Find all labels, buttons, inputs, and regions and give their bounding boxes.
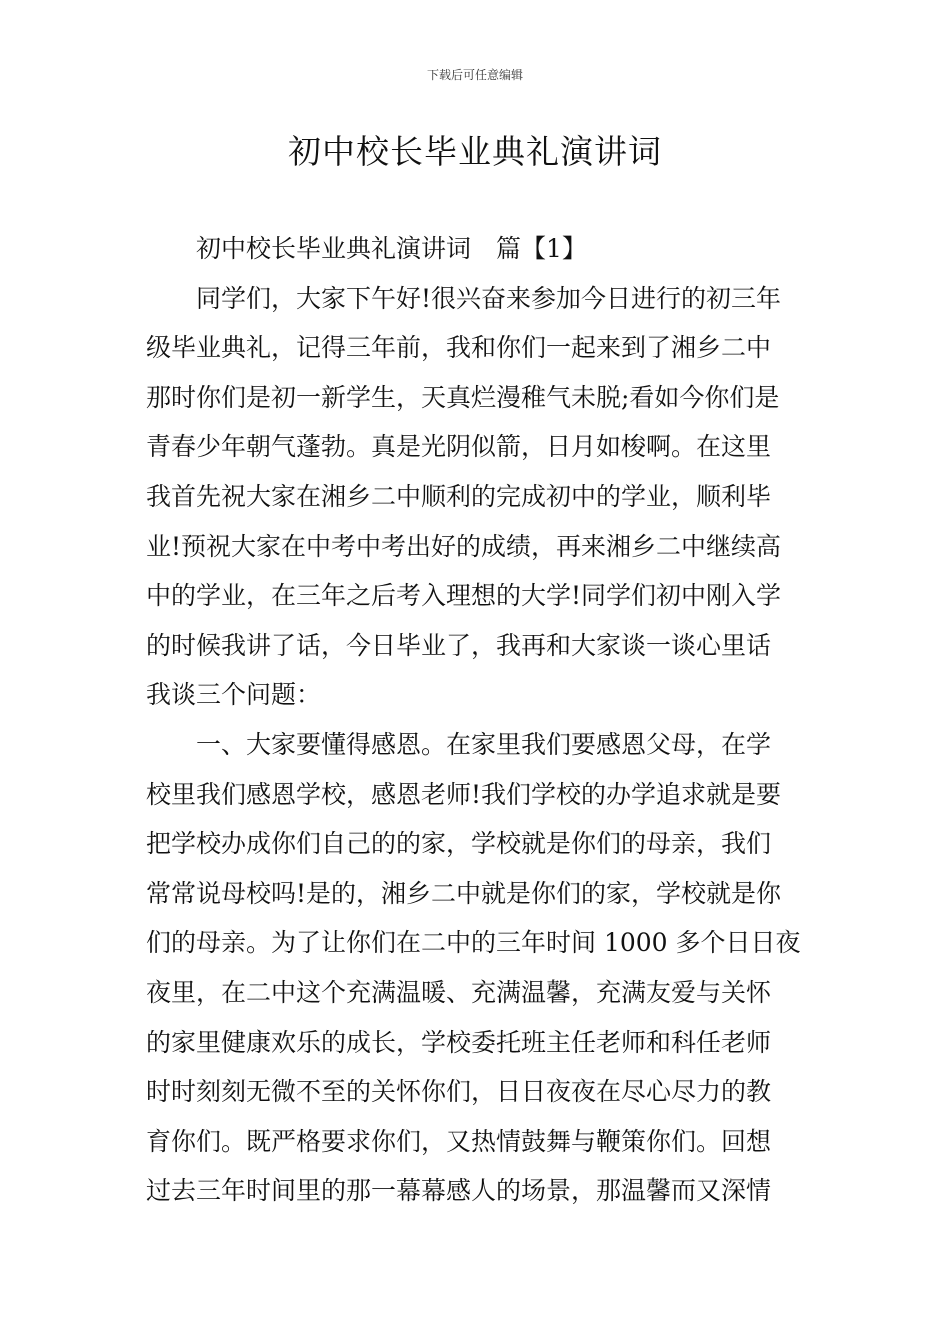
paragraph-line: 的时候我讲了话，今日毕业了，我再和大家谈一谈心里话 <box>146 630 772 660</box>
paragraph-line: 的家里健康欢乐的成长，学校委托班主任老师和科任老师 <box>146 1027 772 1057</box>
paragraph-line: 一、大家要懂得感恩。在家里我们要感恩父母，在学 <box>196 729 772 759</box>
header-note: 下载后可任意编辑 <box>426 68 523 82</box>
paragraph-line: 我首先祝大家在湘乡二中顺利的完成初中的学业，顺利毕 <box>146 481 772 511</box>
paragraph-line: 校里我们感恩学校，感恩老师!我们学校的办学追求就是要 <box>146 779 782 809</box>
paragraph-line: 青春少年朝气蓬勃。真是光阴似箭，日月如梭啊。在这里 <box>146 432 772 462</box>
paragraph-line: 同学们，大家下午好!很兴奋来参加今日进行的初三年 <box>196 283 782 313</box>
section-heading: 初中校长毕业典礼演讲词 篇【1】 <box>196 234 587 263</box>
paragraph-line: 过去三年时间里的那一幕幕感人的场景，那温馨而又深情 <box>146 1176 772 1206</box>
paragraph-line: 育你们。既严格要求你们，又热情鼓舞与鞭策你们。回想 <box>146 1126 772 1156</box>
document-body <box>146 224 808 1216</box>
paragraph-line: 我谈三个问题： <box>146 680 322 710</box>
paragraph-line: 业!预祝大家在中考中考出好的成绩，再来湘乡二中继续高 <box>146 531 782 561</box>
paragraph-line: 们的母亲。为了让你们在二中的三年时间 1000 多个日日夜 <box>146 928 801 958</box>
paragraph-line: 常常说母校吗!是的，湘乡二中就是你们的家，学校就是你 <box>146 878 782 908</box>
paragraph-line: 那时你们是初一新学生，天真烂漫稚气未脱;看如今你们是 <box>146 382 780 412</box>
paragraph-line: 把学校办成你们自己的的家，学校就是你们的母亲，我们 <box>146 829 772 859</box>
paragraph-line: 级毕业典礼，记得三年前，我和你们一起来到了湘乡二中 <box>146 333 772 363</box>
paragraph-line: 中的学业，在三年之后考入理想的大学!同学们初中刚入学 <box>146 581 782 611</box>
document-title: 初中校长毕业典礼演讲词 <box>288 132 662 171</box>
paragraph-line: 时时刻刻无微不至的关怀你们，日日夜夜在尽心尽力的教 <box>146 1077 772 1107</box>
paragraph-line: 夜里，在二中这个充满温暖、充满温馨，充满友爱与关怀 <box>146 977 772 1007</box>
